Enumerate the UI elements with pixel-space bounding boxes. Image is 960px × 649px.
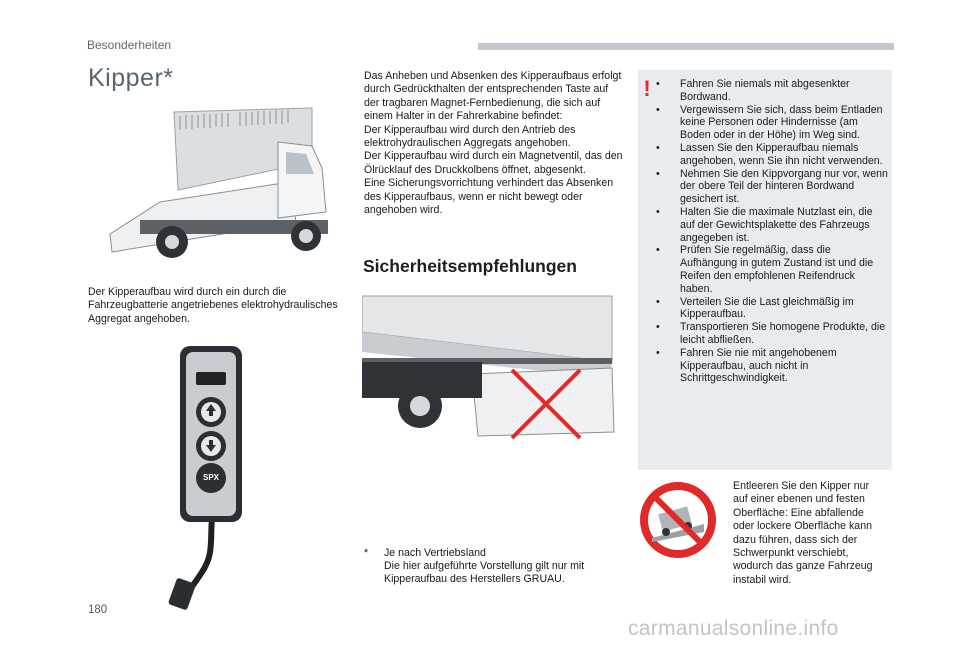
tip-text: Entleeren Sie den Kipper nur auf einer ebenen und festen Oberfläche: Eine abfallende oder lockere Oberfläche kann dazu führen, dass sich der Schwerpunkt verschiebt, wodurch das ganze Fahrzeug instabil wird. — [733, 480, 873, 586]
list-item: • Fahren Sie niemals mit abgesenkter Bordwand. — [655, 78, 889, 104]
footnote-mark: * — [364, 547, 369, 559]
list-item: • Prüfen Sie regelmäßig, dass die Aufhängung in gutem Zustand ist und die Reifen den empfohlenen Reifendruck haben. — [655, 244, 889, 295]
intro-text: Das Anheben und Absenken des Kipperaufbaus erfolgt durch Gedrückthalten der entsprechenden Taste auf der tragbaren Magnet-Fernbedienung, die sich auf einem Halter in der Fahrerkabine befindet: Der Kipperaufbau wird durch den Antrieb des elektrohydraulischen Aggregats angehoben. Der Kipperaufbau wird durch ein Magnetventil, das den Ölrücklauf des Druckkolbens öffnet, abgesenkt. Eine Sicherungsvorrichtung verhindert das Absenken des Kipperaufbaus, wenn er nicht bewegt oder angehoben wird. — [364, 70, 623, 217]
list-item: • Lassen Sie den Kipperaufbau niemals angehoben, wenn Sie ihn nicht verwenden. — [655, 142, 889, 168]
arrow-down-icon — [203, 438, 219, 454]
tipper-truck-raised-illustration — [100, 102, 340, 274]
page-title: Kipper* — [88, 64, 174, 92]
page-number: 180 — [88, 604, 108, 616]
section-label: Besonderheiten — [87, 38, 172, 52]
safety-heading: Sicherheitsempfehlungen — [363, 256, 577, 276]
footnote-text: Je nach Vertriebsland Die hier aufgeführte Vorstellung gilt nur mit Kipperaufbau des Herstellers GRUAU. — [384, 547, 585, 586]
lift-caption: Der Kipperaufbau wird durch ein durch die Fahrzeugbatterie angetriebenes elektrohydraulisches Aggregat angehoben. — [88, 286, 338, 325]
arrow-up-icon — [203, 402, 219, 418]
footnote — [364, 547, 624, 587]
list-item: • Vergewissern Sie sich, dass beim Entladen keine Personen oder Hindernisse (am Boden oder in der Höhe) im Weg sind. — [655, 104, 889, 142]
warning-icon: ! — [643, 76, 651, 101]
remote-brand-label: SPX — [202, 473, 219, 482]
list-item: • Halten Sie die maximale Nutzlast ein, die auf der Gewichtsplakette des Fahrzeugs angegeben ist. — [655, 206, 889, 244]
list-item: • Nehmen Sie den Kippvorgang nur vor, wenn der obere Teil der hinteren Bordwand gesichert ist. — [655, 168, 889, 206]
list-item: • Transportieren Sie homogene Produkte, die leicht abfließen. — [655, 321, 889, 347]
header-bar — [478, 43, 894, 50]
list-item: • Fahren Sie nie mit angehobenem Kipperaufbau, auch nicht in Schrittgeschwindigkeit. — [655, 347, 889, 385]
no-slope-tipping-icon — [638, 480, 718, 560]
tailgate-down-illustration — [362, 292, 620, 464]
watermark: carmanualsonline.info — [628, 617, 839, 640]
list-item: • Verteilen Sie die Last gleichmäßig im Kipperaufbau. — [655, 296, 889, 322]
warning-list — [655, 78, 889, 385]
